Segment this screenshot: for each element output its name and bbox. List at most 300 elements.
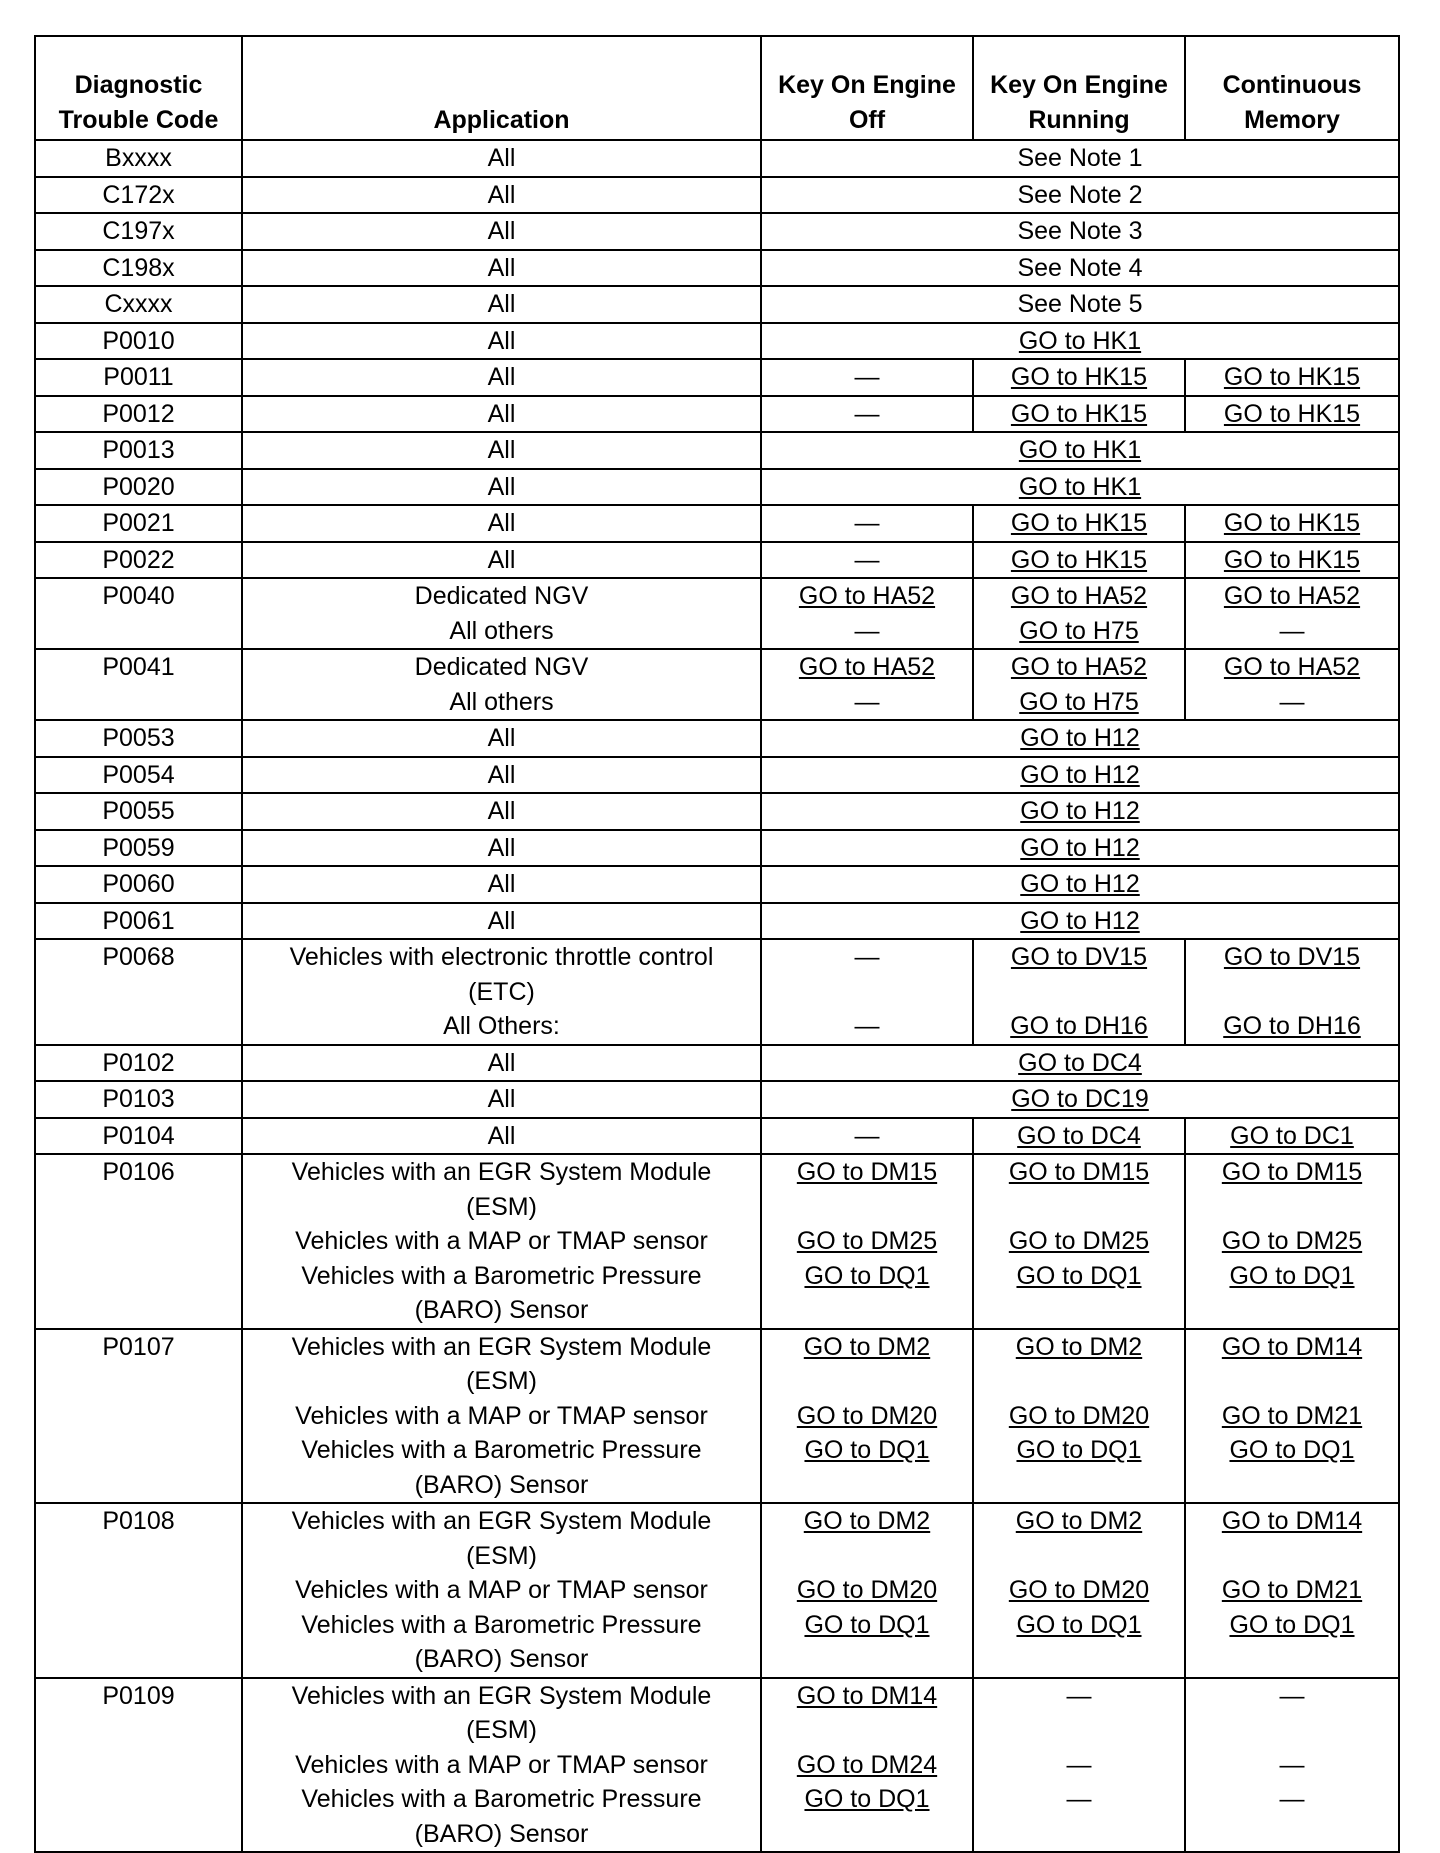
go-to-link[interactable]: GO to HK15 xyxy=(1010,363,1148,391)
dtc-code-cell xyxy=(35,720,242,757)
koeo-cell xyxy=(761,542,973,579)
cell-text: See Note 5 xyxy=(1017,290,1143,318)
cell-text: All xyxy=(487,144,516,172)
merged-action-cell xyxy=(761,469,1399,506)
not-applicable-dash: — xyxy=(1279,1785,1305,1813)
cell-text: All xyxy=(487,180,516,209)
go-to-link[interactable]: GO to DM25 xyxy=(796,1227,938,1255)
go-to-link[interactable]: GO to DM15 xyxy=(796,1158,938,1186)
cell-text: P0106 xyxy=(102,1158,175,1186)
application-cell xyxy=(242,903,761,940)
application-cell xyxy=(242,432,761,469)
table-row xyxy=(35,830,1399,867)
go-to-link[interactable]: GO to DC4 xyxy=(1017,1121,1141,1150)
cell-text: Dedicated NGV xyxy=(414,582,589,610)
cell-text: All xyxy=(487,217,516,245)
cell-text: P0068 xyxy=(102,943,175,971)
go-to-link[interactable]: GO to DV15 xyxy=(1010,943,1148,971)
go-to-link[interactable]: GO to DM25 xyxy=(1221,1227,1363,1255)
continuous-memory-cell xyxy=(1185,649,1399,720)
continuous-memory-cell xyxy=(1185,1503,1399,1678)
merged-action-cell xyxy=(761,286,1399,323)
cell-text: P0011 xyxy=(103,363,174,391)
table-row xyxy=(35,903,1399,940)
merged-action-cell xyxy=(761,757,1399,794)
go-to-link[interactable]: GO to HK1 xyxy=(1018,436,1142,464)
go-to-link[interactable]: GO to H75 xyxy=(1019,616,1139,645)
cell-text: All xyxy=(487,363,516,391)
table-row xyxy=(35,1045,1399,1082)
dtc-code-cell xyxy=(35,1081,242,1118)
application-cell xyxy=(242,866,761,903)
go-to-link[interactable]: GO to H12 xyxy=(1020,870,1140,898)
cell-text: All Others: xyxy=(443,1012,560,1040)
dtc-code-cell xyxy=(35,323,242,360)
go-to-link[interactable]: GO to H12 xyxy=(1020,724,1140,752)
go-to-link[interactable]: GO to DM21 xyxy=(1221,1401,1363,1430)
cell-text: Dedicated NGV xyxy=(414,653,589,681)
cell-text: P0041 xyxy=(102,653,175,681)
koeo-cell xyxy=(761,1118,973,1155)
koeo-cell xyxy=(761,578,973,649)
merged-action-cell xyxy=(761,177,1399,214)
dtc-code-cell xyxy=(35,213,242,250)
cell-text: P0059 xyxy=(102,833,175,862)
application-cell xyxy=(242,1503,761,1678)
table-row xyxy=(35,323,1399,360)
header-continuous-memory: Continuous Memory xyxy=(1185,36,1399,140)
cell-text: Vehicles with a MAP or TMAP sensor xyxy=(295,1227,708,1255)
cell-text: P0053 xyxy=(102,724,175,752)
application-cell xyxy=(242,177,761,214)
go-to-link[interactable]: GO to DM25 xyxy=(1008,1227,1150,1255)
cell-text: (ESM) xyxy=(466,1367,537,1395)
cell-text: Vehicles with a Barometric Pressure xyxy=(301,1785,702,1813)
table-row xyxy=(35,720,1399,757)
go-to-link[interactable]: GO to DQ1 xyxy=(1229,1261,1355,1290)
dtc-code-cell xyxy=(35,1154,242,1329)
application-cell xyxy=(242,757,761,794)
koeo-cell xyxy=(761,1154,973,1329)
cell-text: P0020 xyxy=(102,472,175,501)
cell-text: All xyxy=(487,545,516,574)
table-row xyxy=(35,649,1399,720)
continuous-memory-cell xyxy=(1185,939,1399,1045)
go-to-link[interactable]: GO to DQ1 xyxy=(804,1261,930,1290)
cell-text: (ETC) xyxy=(468,977,535,1006)
cell-text: P0040 xyxy=(102,582,175,610)
table-row xyxy=(35,432,1399,469)
cell-text: Vehicles with a Barometric Pressure xyxy=(301,1436,702,1464)
continuous-memory-cell xyxy=(1185,359,1399,396)
not-applicable-dash: — xyxy=(1066,1785,1092,1813)
go-to-link[interactable]: GO to HA52 xyxy=(1223,653,1361,681)
table-row xyxy=(35,793,1399,830)
cell-text: Vehicles with an EGR System Module xyxy=(291,1332,712,1361)
not-applicable-dash: — xyxy=(1279,1681,1305,1710)
table-row xyxy=(35,177,1399,214)
merged-action-cell xyxy=(761,793,1399,830)
application-cell xyxy=(242,578,761,649)
dtc-code-cell xyxy=(35,286,242,323)
koer-cell xyxy=(973,1154,1185,1329)
koer-cell xyxy=(973,396,1185,433)
table-row xyxy=(35,542,1399,579)
koeo-cell xyxy=(761,1329,973,1504)
cell-text: Vehicles with a MAP or TMAP sensor xyxy=(295,1750,708,1779)
cell-text: All others xyxy=(449,616,554,645)
continuous-memory-cell xyxy=(1185,578,1399,649)
go-to-link[interactable]: GO to DM20 xyxy=(796,1576,938,1604)
dtc-code-cell xyxy=(35,359,242,396)
application-cell xyxy=(242,939,761,1045)
go-to-link[interactable]: GO to HA52 xyxy=(798,653,936,681)
go-to-link[interactable]: GO to DC19 xyxy=(1011,1085,1149,1113)
dtc-code-cell xyxy=(35,432,242,469)
dtc-code-cell xyxy=(35,830,242,867)
table-row xyxy=(35,213,1399,250)
continuous-memory-cell xyxy=(1185,1154,1399,1329)
application-cell xyxy=(242,1154,761,1329)
go-to-link[interactable]: GO to DM2 xyxy=(803,1332,931,1361)
dtc-code-cell xyxy=(35,396,242,433)
cell-text: P0055 xyxy=(102,797,175,825)
table-row xyxy=(35,1118,1399,1155)
merged-action-cell xyxy=(761,830,1399,867)
koeo-cell xyxy=(761,939,973,1045)
go-to-link[interactable]: GO to DM14 xyxy=(1221,1332,1363,1361)
not-applicable-dash: — xyxy=(854,943,880,971)
cell-text: Vehicles with an EGR System Module xyxy=(291,1507,712,1535)
table-row xyxy=(35,757,1399,794)
continuous-memory-cell xyxy=(1185,542,1399,579)
dtc-code-cell xyxy=(35,1503,242,1678)
cell-text: P0021 xyxy=(102,509,175,537)
dtc-code-cell xyxy=(35,866,242,903)
koer-cell xyxy=(973,939,1185,1045)
table-row xyxy=(35,939,1399,1045)
go-to-link[interactable]: GO to HK1 xyxy=(1018,472,1142,501)
cell-text: Bxxxx xyxy=(105,144,172,172)
go-to-link[interactable]: GO to DQ1 xyxy=(804,1610,930,1639)
koer-cell xyxy=(973,1329,1185,1504)
cell-text: All xyxy=(487,326,516,355)
koer-cell xyxy=(973,1503,1185,1678)
cell-text: See Note 1 xyxy=(1017,144,1143,172)
dtc-code-cell xyxy=(35,177,242,214)
continuous-memory-cell xyxy=(1185,1329,1399,1504)
go-to-link[interactable]: GO to HA52 xyxy=(1010,582,1148,610)
cell-text: Vehicles with a MAP or TMAP sensor xyxy=(295,1401,708,1430)
application-cell xyxy=(242,542,761,579)
koeo-cell xyxy=(761,505,973,542)
cell-text: Vehicles with an EGR System Module xyxy=(291,1681,712,1710)
merged-action-cell xyxy=(761,720,1399,757)
dtc-code-cell xyxy=(35,757,242,794)
table-row xyxy=(35,140,1399,177)
cell-text: C172x xyxy=(102,180,175,209)
not-applicable-dash: — xyxy=(854,687,880,716)
dtc-code-cell xyxy=(35,939,242,1045)
go-to-link[interactable]: GO to H12 xyxy=(1020,833,1140,862)
application-cell xyxy=(242,469,761,506)
go-to-link[interactable]: GO to HK1 xyxy=(1018,326,1142,355)
cell-text: All others xyxy=(449,687,554,716)
application-cell xyxy=(242,649,761,720)
go-to-link[interactable]: GO to HK15 xyxy=(1223,363,1361,391)
application-cell xyxy=(242,720,761,757)
not-applicable-dash: — xyxy=(1279,616,1305,645)
koer-cell xyxy=(973,542,1185,579)
table-row xyxy=(35,1678,1399,1853)
go-to-link[interactable]: GO to DH16 xyxy=(1010,1012,1148,1040)
koer-cell xyxy=(973,1678,1185,1853)
cell-text: All xyxy=(487,253,516,282)
cell-text: C198x xyxy=(102,253,175,282)
go-to-link[interactable]: GO to DQ1 xyxy=(1229,1436,1355,1464)
dtc-code-cell xyxy=(35,793,242,830)
cell-text: (ESM) xyxy=(466,1716,537,1744)
cell-text: All xyxy=(487,760,516,789)
not-applicable-dash: — xyxy=(854,1121,880,1150)
cell-text: All xyxy=(487,399,516,428)
go-to-link[interactable]: GO to HA52 xyxy=(1223,582,1361,610)
go-to-link[interactable]: GO to HK15 xyxy=(1010,509,1148,537)
not-applicable-dash: — xyxy=(854,509,880,537)
dtc-code-cell xyxy=(35,469,242,506)
koer-cell xyxy=(973,578,1185,649)
go-to-link[interactable]: GO to DM15 xyxy=(1221,1158,1363,1186)
header-row xyxy=(35,36,1399,140)
application-cell xyxy=(242,1329,761,1504)
cell-text: P0010 xyxy=(102,326,175,355)
go-to-link[interactable]: GO to H12 xyxy=(1020,797,1140,825)
dtc-code-cell xyxy=(35,542,242,579)
cell-text: P0104 xyxy=(102,1121,175,1150)
table-row xyxy=(35,1329,1399,1504)
go-to-link[interactable]: GO to HK15 xyxy=(1223,545,1361,574)
cell-text: P0103 xyxy=(102,1085,175,1113)
merged-action-cell xyxy=(761,1045,1399,1082)
table-row xyxy=(35,396,1399,433)
cell-text: All xyxy=(487,797,516,825)
cell-text: P0107 xyxy=(102,1332,175,1361)
koeo-cell xyxy=(761,649,973,720)
koer-cell xyxy=(973,505,1185,542)
continuous-memory-cell xyxy=(1185,505,1399,542)
cell-text: Vehicles with electronic throttle control xyxy=(289,943,714,971)
go-to-link[interactable]: GO to HK15 xyxy=(1223,509,1361,537)
header-dtc: Diagnostic Trouble Code xyxy=(35,36,242,140)
table-row xyxy=(35,469,1399,506)
not-applicable-dash: — xyxy=(854,616,880,645)
merged-action-cell xyxy=(761,323,1399,360)
cell-text: See Note 2 xyxy=(1017,180,1143,209)
not-applicable-dash: — xyxy=(1279,1750,1305,1779)
koer-cell xyxy=(973,359,1185,396)
go-to-link[interactable]: GO to DH16 xyxy=(1223,1012,1361,1040)
go-to-link[interactable]: GO to HA52 xyxy=(798,582,936,610)
merged-action-cell xyxy=(761,866,1399,903)
go-to-link[interactable]: GO to DM2 xyxy=(803,1507,931,1535)
merged-action-cell xyxy=(761,1081,1399,1118)
application-cell xyxy=(242,140,761,177)
cell-text: (ESM) xyxy=(466,1541,537,1570)
application-cell xyxy=(242,250,761,287)
dtc-code-cell xyxy=(35,1118,242,1155)
go-to-link[interactable]: GO to DM24 xyxy=(796,1750,938,1779)
application-cell xyxy=(242,396,761,433)
go-to-link[interactable]: GO to DM21 xyxy=(1221,1576,1363,1604)
table-row xyxy=(35,1081,1399,1118)
dtc-code-cell xyxy=(35,140,242,177)
cell-text: (BARO) Sensor xyxy=(414,1645,589,1673)
not-applicable-dash: — xyxy=(1279,687,1305,716)
merged-action-cell xyxy=(761,432,1399,469)
cell-text: All xyxy=(487,1048,516,1077)
application-cell xyxy=(242,830,761,867)
merged-action-cell xyxy=(761,140,1399,177)
cell-text: All xyxy=(487,833,516,862)
not-applicable-dash: — xyxy=(854,399,880,428)
koer-cell xyxy=(973,649,1185,720)
cell-text: All xyxy=(487,1121,516,1150)
cell-text: P0061 xyxy=(102,906,175,935)
go-to-link[interactable]: GO to DQ1 xyxy=(1016,1610,1142,1639)
cell-text: All xyxy=(487,472,516,501)
cell-text: P0013 xyxy=(102,436,175,464)
cell-text: All xyxy=(487,509,516,537)
dtc-code-cell xyxy=(35,250,242,287)
go-to-link[interactable]: GO to H75 xyxy=(1019,687,1139,716)
go-to-link[interactable]: GO to DC4 xyxy=(1018,1048,1142,1077)
go-to-link[interactable]: GO to H12 xyxy=(1020,906,1140,935)
cell-text: P0054 xyxy=(102,760,175,789)
application-cell xyxy=(242,1045,761,1082)
cell-text: All xyxy=(487,870,516,898)
go-to-link[interactable]: GO to DQ1 xyxy=(804,1436,930,1464)
cell-text: Vehicles with a Barometric Pressure xyxy=(301,1261,702,1290)
table-row xyxy=(35,250,1399,287)
dtc-code-cell xyxy=(35,578,242,649)
go-to-link[interactable]: GO to DQ1 xyxy=(804,1785,930,1813)
cell-text: C197x xyxy=(102,217,175,245)
not-applicable-dash: — xyxy=(854,363,880,391)
koeo-cell xyxy=(761,359,973,396)
go-to-link[interactable]: GO to DM2 xyxy=(1015,1332,1143,1361)
table-row xyxy=(35,1154,1399,1329)
go-to-link[interactable]: GO to HA52 xyxy=(1010,653,1148,681)
merged-action-cell xyxy=(761,903,1399,940)
table-row xyxy=(35,286,1399,323)
table-row xyxy=(35,359,1399,396)
table-row xyxy=(35,866,1399,903)
dtc-body xyxy=(35,140,1399,1852)
cell-text: P0012 xyxy=(102,399,175,428)
application-cell xyxy=(242,213,761,250)
go-to-link[interactable]: GO to DM15 xyxy=(1008,1158,1150,1186)
go-to-link[interactable]: GO to DM14 xyxy=(796,1681,938,1710)
application-cell xyxy=(242,1118,761,1155)
not-applicable-dash: — xyxy=(1066,1681,1092,1710)
cell-text: All xyxy=(487,724,516,752)
go-to-link[interactable]: GO to HK15 xyxy=(1223,399,1361,428)
table-row xyxy=(35,505,1399,542)
application-cell xyxy=(242,793,761,830)
cell-text: See Note 3 xyxy=(1017,217,1143,245)
cell-text: Vehicles with a Barometric Pressure xyxy=(301,1610,702,1639)
table-row xyxy=(35,578,1399,649)
cell-text: (BARO) Sensor xyxy=(414,1296,589,1324)
go-to-link[interactable]: GO to DM14 xyxy=(1221,1507,1363,1535)
cell-text: P0060 xyxy=(102,870,175,898)
go-to-link[interactable]: GO to H12 xyxy=(1020,760,1140,789)
dtc-code-cell xyxy=(35,1045,242,1082)
cell-text: (ESM) xyxy=(466,1192,537,1221)
go-to-link[interactable]: GO to DQ1 xyxy=(1016,1261,1142,1290)
table-row xyxy=(35,1503,1399,1678)
application-cell xyxy=(242,505,761,542)
continuous-memory-cell xyxy=(1185,1678,1399,1853)
header-koeo: Key On Engine Off xyxy=(761,36,973,140)
continuous-memory-cell xyxy=(1185,396,1399,433)
cell-text: All xyxy=(487,906,516,935)
cell-text: P0108 xyxy=(102,1507,175,1535)
cell-text: All xyxy=(487,1085,516,1113)
go-to-link[interactable]: GO to DM2 xyxy=(1015,1507,1143,1535)
application-cell xyxy=(242,323,761,360)
application-cell xyxy=(242,1678,761,1853)
go-to-link[interactable]: GO to DV15 xyxy=(1223,943,1361,971)
dtc-code-cell xyxy=(35,649,242,720)
application-cell xyxy=(242,359,761,396)
go-to-link[interactable]: GO to DM20 xyxy=(1008,1401,1150,1430)
cell-text: Vehicles with an EGR System Module xyxy=(291,1158,712,1186)
go-to-link[interactable]: GO to DM20 xyxy=(1008,1576,1150,1604)
dtc-table xyxy=(34,35,1400,1853)
koer-cell xyxy=(973,1118,1185,1155)
cell-text: See Note 4 xyxy=(1017,253,1143,282)
go-to-link[interactable]: GO to DQ1 xyxy=(1016,1436,1142,1464)
dtc-code-cell xyxy=(35,903,242,940)
go-to-link[interactable]: GO to HK15 xyxy=(1010,545,1148,574)
cell-text: P0022 xyxy=(102,545,175,574)
go-to-link[interactable]: GO to HK15 xyxy=(1010,399,1148,428)
go-to-link[interactable]: GO to DQ1 xyxy=(1229,1610,1355,1639)
header-koer: Key On Engine Running xyxy=(973,36,1185,140)
koeo-cell xyxy=(761,1503,973,1678)
cell-text: (BARO) Sensor xyxy=(414,1470,589,1499)
dtc-code-cell xyxy=(35,1329,242,1504)
cell-text: P0102 xyxy=(102,1048,175,1077)
not-applicable-dash: — xyxy=(1066,1750,1092,1779)
cell-text: All xyxy=(487,436,516,464)
application-cell xyxy=(242,286,761,323)
continuous-memory-cell xyxy=(1185,1118,1399,1155)
merged-action-cell xyxy=(761,213,1399,250)
application-cell xyxy=(242,1081,761,1118)
cell-text: All xyxy=(487,290,516,318)
go-to-link[interactable]: GO to DC1 xyxy=(1230,1121,1354,1150)
cell-text: P0109 xyxy=(102,1681,175,1710)
koeo-cell xyxy=(761,1678,973,1853)
merged-action-cell xyxy=(761,250,1399,287)
cell-text: Vehicles with a MAP or TMAP sensor xyxy=(295,1576,708,1604)
dtc-code-cell xyxy=(35,1678,242,1853)
header-application: Application xyxy=(242,36,761,140)
go-to-link[interactable]: GO to DM20 xyxy=(796,1401,938,1430)
cell-text: Cxxxx xyxy=(104,290,173,318)
